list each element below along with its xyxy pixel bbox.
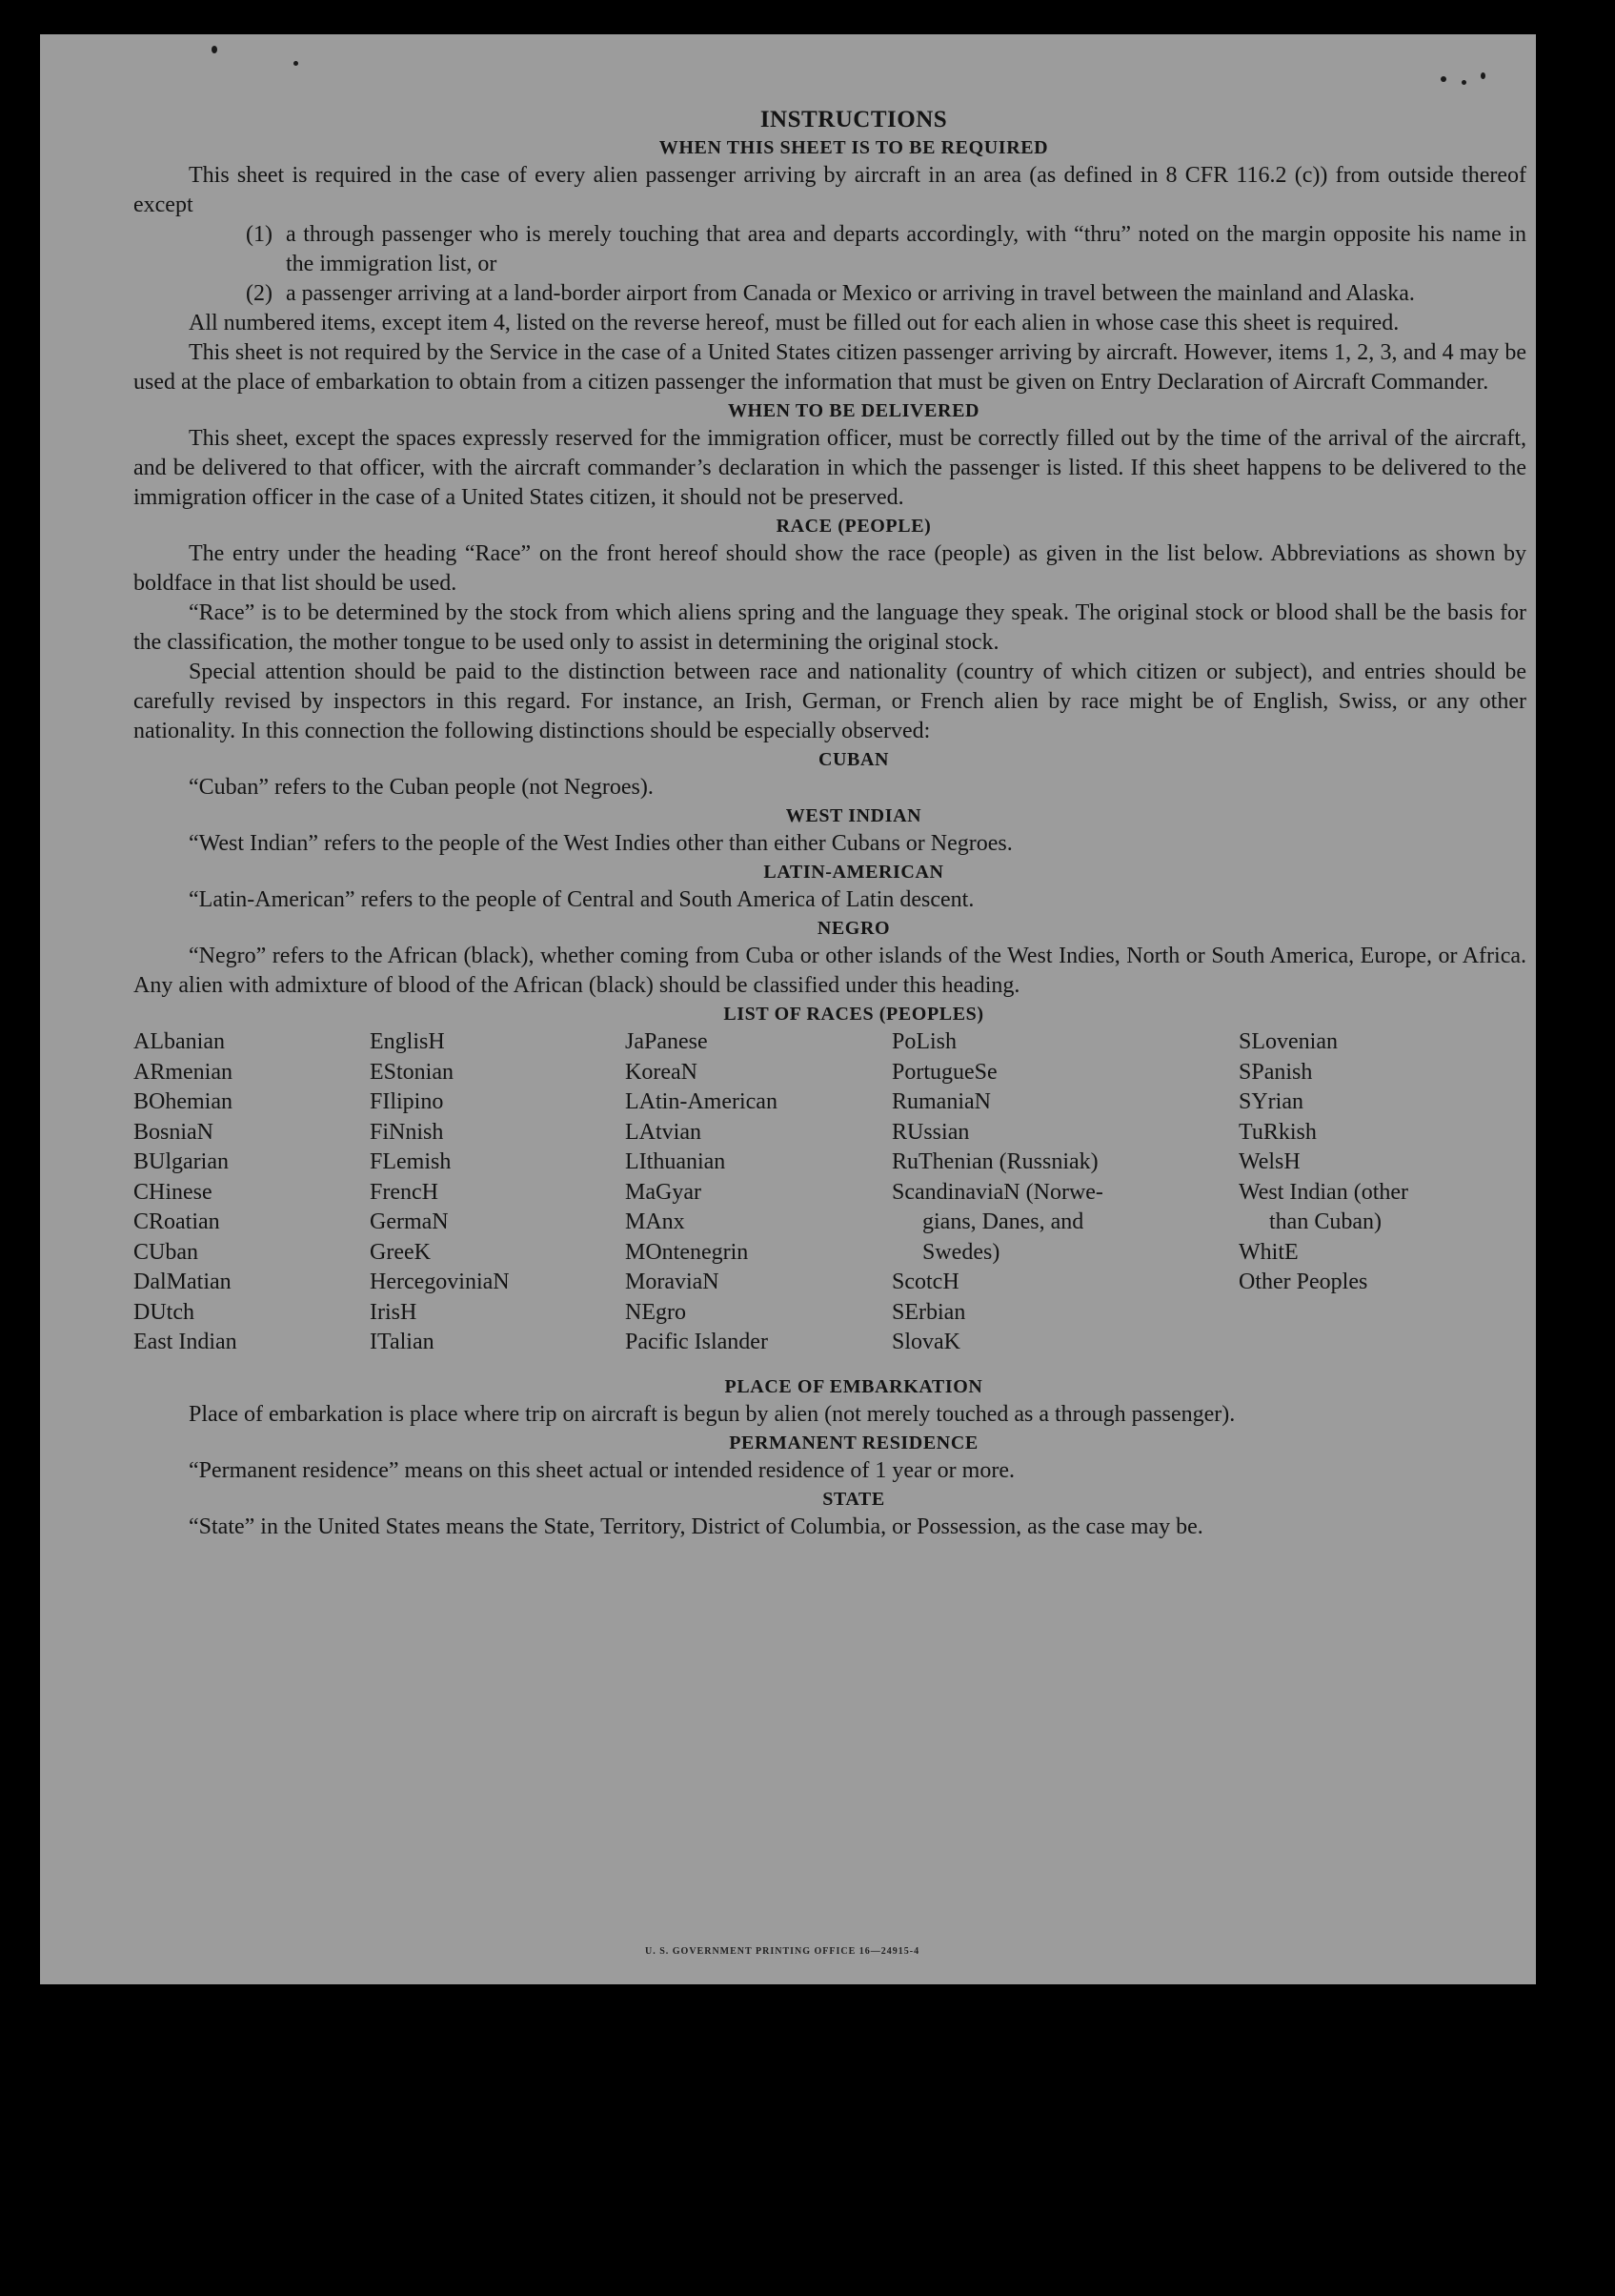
paragraph: This sheet is not required by the Service in the case of a United States citizen passenger arriving by aircraft. However, items 1, 2, 3, and 4 may be used at the place of embarkation to obtain from a citizen passenger the information that must be given on Entry Declaration of Aircraft Commander. (133, 340, 1526, 395)
race-entry: PoLish (892, 1029, 958, 1054)
item-number: (2) (246, 281, 273, 306)
section-heading-delivered: WHEN TO BE DELIVERED (727, 400, 980, 421)
paragraph: “Permanent residence” means on this sheet actual or intended residence of 1 year or more. (189, 1458, 1015, 1483)
races-table (133, 1027, 1526, 1372)
race-entry: HercegoviniaN (370, 1270, 510, 1294)
race-entry: EnglisH (370, 1029, 445, 1054)
race-entry: SErbian (892, 1299, 966, 1325)
race-entry: EStonian (370, 1059, 454, 1085)
section-heading-negro: NEGRO (817, 918, 891, 939)
section-heading-embarkation: PLACE OF EMBARKATION (724, 1376, 983, 1397)
race-entry: LIthuanian (625, 1149, 726, 1174)
race-entry: SYrian (1239, 1089, 1303, 1114)
race-entry: PortugueSe (892, 1059, 998, 1085)
paragraph: Place of embarkation is place where trip on aircraft is begun by alien (not merely touched as a through passenger). (189, 1402, 1236, 1427)
scan-speck (293, 61, 298, 66)
race-entry: Pacific Islander (625, 1330, 768, 1354)
race-entry: NEgro (625, 1299, 686, 1325)
race-entry: MAnx (625, 1209, 685, 1234)
race-entry: ARmenian (133, 1059, 232, 1085)
races-column-4 (892, 1027, 1103, 1358)
race-entry: East Indian (133, 1330, 237, 1354)
race-entry: FrencH (370, 1179, 438, 1205)
races-column-2 (370, 1027, 510, 1358)
scan-speck (1481, 72, 1485, 79)
paragraph: “Negro” refers to the African (black), whether coming from Cuba or other islands of the West Indies, North or South America, Europe, or Africa. Any alien with admixture of blood of the African (black) should be classified under this heading. (133, 944, 1526, 998)
section-heading-cuban: CUBAN (818, 749, 890, 770)
paragraph: “West Indian” refers to the people of the West Indies other than either Cubans or Negroes. (189, 831, 1013, 856)
races-column-5 (1239, 1027, 1408, 1298)
scan-speck (1441, 76, 1446, 82)
race-entry: SlovaK (892, 1330, 960, 1354)
item-number: (1) (246, 222, 273, 247)
section-heading-west-indian: WEST INDIAN (785, 805, 922, 826)
race-entry: CRoatian (133, 1209, 220, 1234)
race-entry: ScandinaviaN (Norwe- (892, 1179, 1103, 1205)
race-entry: SLovenian (1239, 1029, 1338, 1054)
race-entry: MaGyar (625, 1179, 701, 1205)
race-entry: TuRkish (1239, 1119, 1317, 1145)
section-heading-race: RACE (PEOPLE) (776, 516, 932, 537)
race-entry: West Indian (other (1239, 1179, 1409, 1205)
race-entry: ScotcH (892, 1270, 959, 1294)
item-text: a passenger arriving at a land-border airport from Canada or Mexico or arriving in travel between the mainland and Alaska. (286, 281, 1415, 306)
race-entry: CHinese (133, 1179, 212, 1205)
race-entry: JaPanese (625, 1029, 708, 1054)
section-heading-races-list: LIST OF RACES (PEOPLES) (723, 1004, 984, 1025)
document-sheet (40, 34, 1536, 1984)
paragraph: The entry under the heading “Race” on the front hereof should show the race (people) as given in the list below. Abbreviations as shown by boldface in that list should be used. (133, 541, 1526, 596)
race-entry-continuation: than Cuban) (1269, 1209, 1382, 1234)
list-item (133, 220, 1526, 279)
race-entry: MoraviaN (625, 1270, 719, 1294)
races-column-3 (625, 1027, 777, 1358)
section-heading-residence: PERMANENT RESIDENCE (729, 1432, 979, 1453)
race-entry: RuThenian (Russniak) (892, 1149, 1099, 1174)
paragraph: This sheet, except the spaces expressly reserved for the immigration officer, must be correctly filled out by the time of the arrival of the aircraft, and be delivered to that officer, with the aircraft commander’s declaration in which the passenger is listed. If this sheet happens to be delivered to the immigration officer in the case of a United States citizen, it should not be preserved. (133, 426, 1526, 510)
race-entry: IrisH (370, 1299, 417, 1325)
race-entry: KoreaN (625, 1059, 697, 1085)
race-entry: DUtch (133, 1299, 194, 1325)
race-entry: GreeK (370, 1239, 431, 1265)
paragraph: “State” in the United States means the State, Territory, District of Columbia, or Possession, as the case may be. (189, 1514, 1203, 1539)
paragraph: “Cuban” refers to the Cuban people (not Negroes). (189, 775, 654, 800)
race-entry: FIlipino (370, 1089, 444, 1114)
race-entry: Other Peoples (1239, 1270, 1368, 1294)
race-entry: ALbanian (133, 1029, 225, 1054)
race-entry-continuation: Swedes) (922, 1239, 1000, 1265)
item-text: a through passenger who is merely touching that area and departs accordingly, with “thru” noted on the margin opposite his name in the immigration list, or (286, 222, 1526, 276)
paragraph: Special attention should be paid to the distinction between race and nationality (country of which citizen or subject), and entries should be carefully revised by inspectors in this regard. For instance, an Irish, German, or French alien by race might be of English, Swiss, or any other nationality. In this connection the following distinctions should be especially observed: (133, 660, 1526, 743)
scan-speck (1462, 80, 1466, 85)
paragraph: “Race” is to be determined by the stock from which aliens spring and the language they speak. The original stock or blood shall be the basis for the classification, the mother tongue to be used only to assist in determining the original stock. (133, 600, 1526, 655)
race-entry: RUssian (892, 1119, 970, 1145)
paragraph: This sheet is required in the case of every alien passenger arriving by aircraft in an area (as defined in 8 CFR 116.2 (c)) from outside thereof except (133, 163, 1526, 217)
race-entry: FLemish (370, 1149, 452, 1174)
race-entry: WhitE (1239, 1239, 1299, 1265)
race-entry: MOntenegrin (625, 1239, 749, 1265)
race-entry: CUban (133, 1239, 198, 1265)
section-heading-state: STATE (822, 1489, 885, 1510)
race-entry: GermaN (370, 1209, 449, 1234)
race-entry: BUlgarian (133, 1149, 229, 1174)
race-entry: LAtin-American (625, 1089, 777, 1114)
race-entry: WelsH (1239, 1149, 1301, 1174)
race-entry: LAtvian (625, 1119, 701, 1145)
paragraph: All numbered items, except item 4, listed on the reverse hereof, must be filled out for each alien in whose case this sheet is required. (189, 311, 1400, 335)
scan-speck (212, 46, 217, 53)
page-title: INSTRUCTIONS (759, 107, 948, 132)
race-entry: DalMatian (133, 1270, 232, 1294)
race-entry: FiNnish (370, 1119, 444, 1145)
race-entry: BOhemian (133, 1089, 232, 1114)
section-heading-required: WHEN THIS SHEET IS TO BE REQUIRED (658, 137, 1049, 158)
race-entry-continuation: gians, Danes, and (922, 1209, 1084, 1234)
instructions-content (133, 107, 1526, 1542)
races-column-1 (133, 1027, 237, 1358)
list-item (133, 279, 1526, 309)
race-entry: SPanish (1239, 1059, 1313, 1085)
printer-imprint: U. S. GOVERNMENT PRINTING OFFICE 16—24915-4 (645, 1946, 920, 1957)
race-entry: BosniaN (133, 1119, 213, 1145)
race-entry: RumaniaN (892, 1089, 991, 1114)
race-entry: ITalian (370, 1330, 434, 1354)
paragraph: “Latin-American” refers to the people of Central and South America of Latin descent. (189, 887, 975, 912)
section-heading-latin-american: LATIN-AMERICAN (763, 862, 944, 883)
